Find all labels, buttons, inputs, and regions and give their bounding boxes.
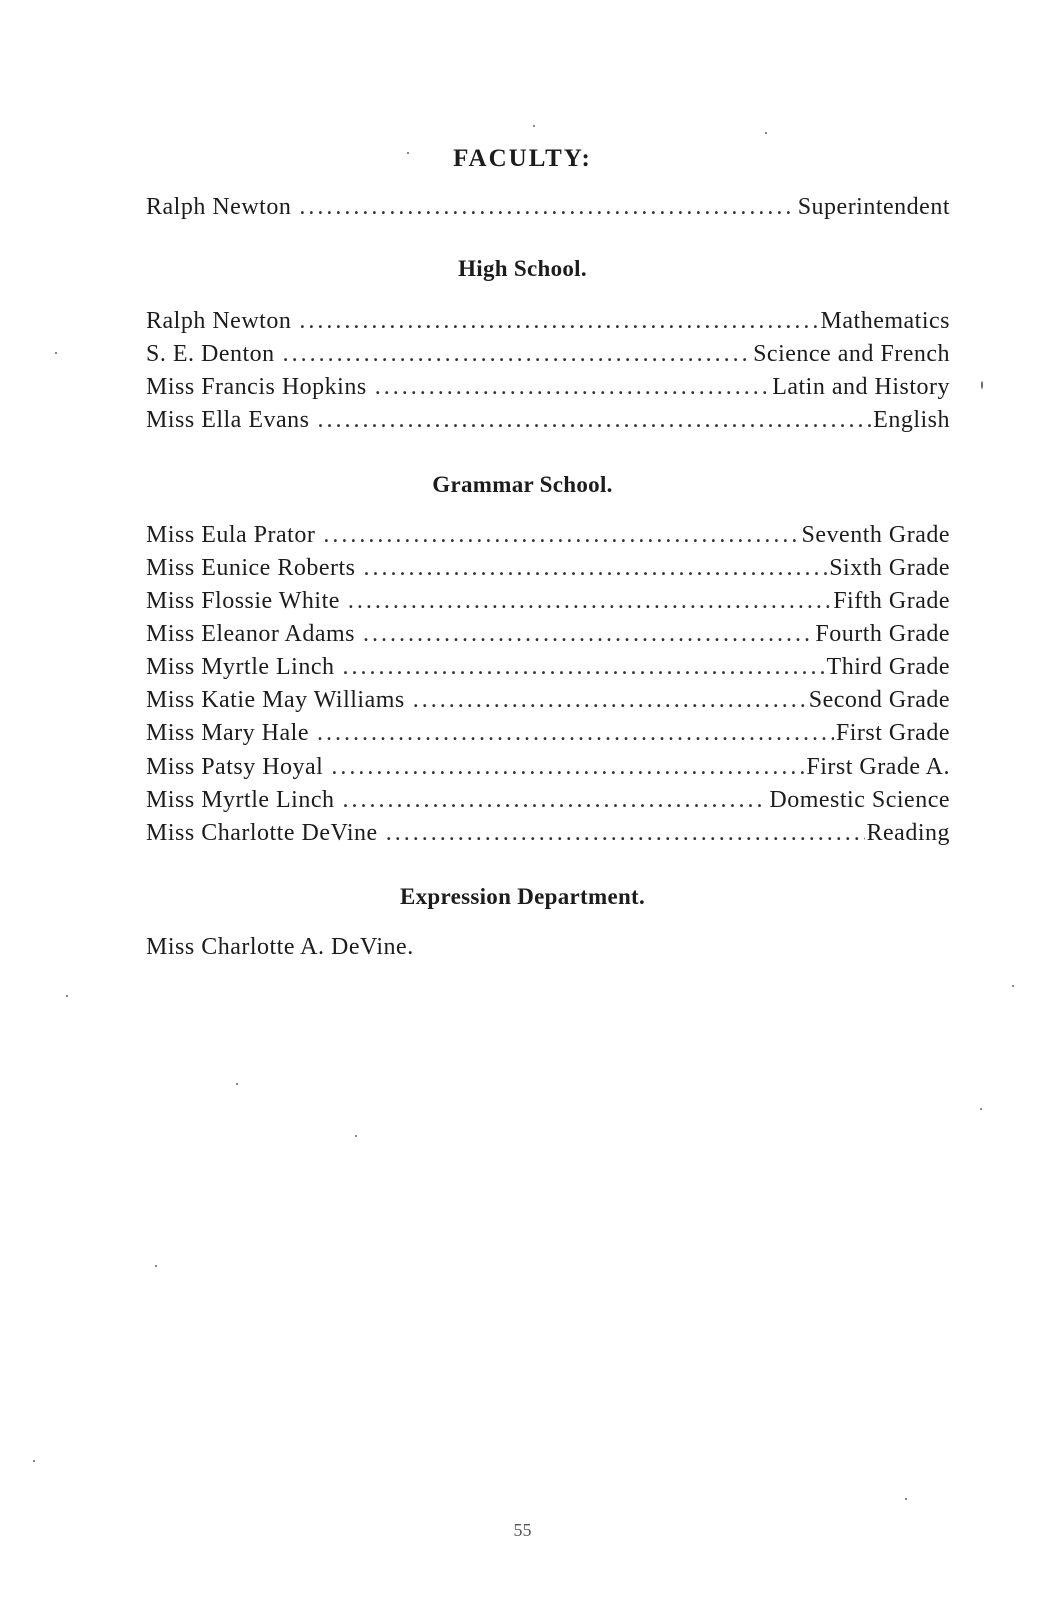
dot-leader: [375, 370, 771, 404]
staff-name: Miss Patsy Hoyal: [146, 754, 324, 780]
staff-role: Fifth Grade: [833, 588, 950, 614]
staff-role: Second Grade: [808, 687, 950, 713]
staff-row: [146, 783, 950, 817]
staff-row: [146, 403, 950, 437]
scan-speck: [533, 125, 535, 127]
staff-row: [146, 370, 950, 404]
staff-name: Ralph Newton: [146, 308, 292, 334]
staff-role: English: [873, 407, 950, 433]
scan-speck: [355, 1135, 357, 1137]
staff-role: Domestic Science: [769, 787, 950, 813]
staff-name: Miss Eula Prator: [146, 522, 316, 548]
dot-leader: [386, 816, 865, 850]
dot-leader: [323, 518, 799, 552]
staff-role: Superintendent: [797, 194, 950, 220]
staff-row: [146, 750, 950, 784]
staff-role: Science and French: [753, 341, 950, 367]
staff-row: [146, 716, 950, 750]
staff-role: Fourth Grade: [815, 621, 950, 647]
faculty-heading: FACULTY:: [453, 145, 592, 172]
staff-row: [146, 337, 950, 371]
staff-role: Mathematics: [820, 308, 950, 334]
staff-row: [146, 584, 950, 618]
staff-role: First Grade: [835, 720, 950, 746]
staff-row: [146, 551, 950, 585]
scan-speck: [765, 132, 767, 134]
staff-name: Miss Eunice Roberts: [146, 555, 356, 581]
staff-row: [146, 304, 950, 338]
staff-name: Miss Myrtle Linch: [146, 654, 335, 680]
scan-speck: [66, 995, 68, 997]
dot-leader: [413, 683, 807, 717]
staff-row: [146, 518, 950, 552]
staff-name: Miss Mary Hale: [146, 720, 309, 746]
staff-role: Seventh Grade: [801, 522, 950, 548]
scan-speck: [1012, 985, 1014, 987]
staff-name: Miss Ella Evans: [146, 407, 310, 433]
staff-name: Miss Flossie White: [146, 588, 340, 614]
scan-speck: [905, 1498, 907, 1500]
staff-name: Miss Myrtle Linch: [146, 787, 335, 813]
dot-leader: [331, 750, 804, 784]
dot-leader: [318, 403, 872, 437]
scan-speck: [55, 352, 57, 354]
dot-leader: [299, 304, 818, 338]
staff-role: Latin and History: [772, 374, 950, 400]
staff-name: Miss Francis Hopkins: [146, 374, 367, 400]
scan-speck: [980, 1108, 982, 1110]
scan-speck: [33, 1460, 35, 1462]
dot-leader: [363, 617, 813, 651]
dot-leader: [317, 716, 834, 750]
staff-row: [146, 683, 950, 717]
dot-leader: [343, 650, 825, 684]
dot-leader: [283, 337, 751, 371]
staff-row: [146, 617, 950, 651]
staff-row: [146, 650, 950, 684]
high-school-heading: High School.: [458, 256, 587, 281]
dot-leader: [299, 190, 795, 224]
scan-speck: [981, 381, 983, 389]
staff-role: Third Grade: [826, 654, 950, 680]
page-number: 55: [513, 1520, 532, 1540]
scan-speck: [407, 152, 409, 154]
staff-name: S. E. Denton: [146, 341, 275, 367]
staff-role: First Grade A.: [806, 754, 950, 780]
staff-role: Sixth Grade: [829, 555, 950, 581]
superintendent-row: [146, 190, 950, 224]
dot-leader: [348, 584, 831, 618]
staff-name: Ralph Newton: [146, 194, 292, 220]
dot-leader: [363, 551, 827, 585]
staff-name: Miss Charlotte DeVine: [146, 820, 378, 846]
grammar-school-heading: Grammar School.: [432, 472, 613, 497]
staff-name: Miss Katie May Williams: [146, 687, 405, 713]
staff-role: Reading: [866, 820, 950, 846]
expression-department-heading: Expression Department.: [399, 884, 646, 909]
scan-speck: [236, 1083, 238, 1085]
scan-speck: [155, 1265, 157, 1267]
expression-department-member: Miss Charlotte A. DeVine.: [146, 934, 414, 960]
staff-row: [146, 816, 950, 850]
staff-name: Miss Eleanor Adams: [146, 621, 355, 647]
dot-leader: [343, 783, 768, 817]
